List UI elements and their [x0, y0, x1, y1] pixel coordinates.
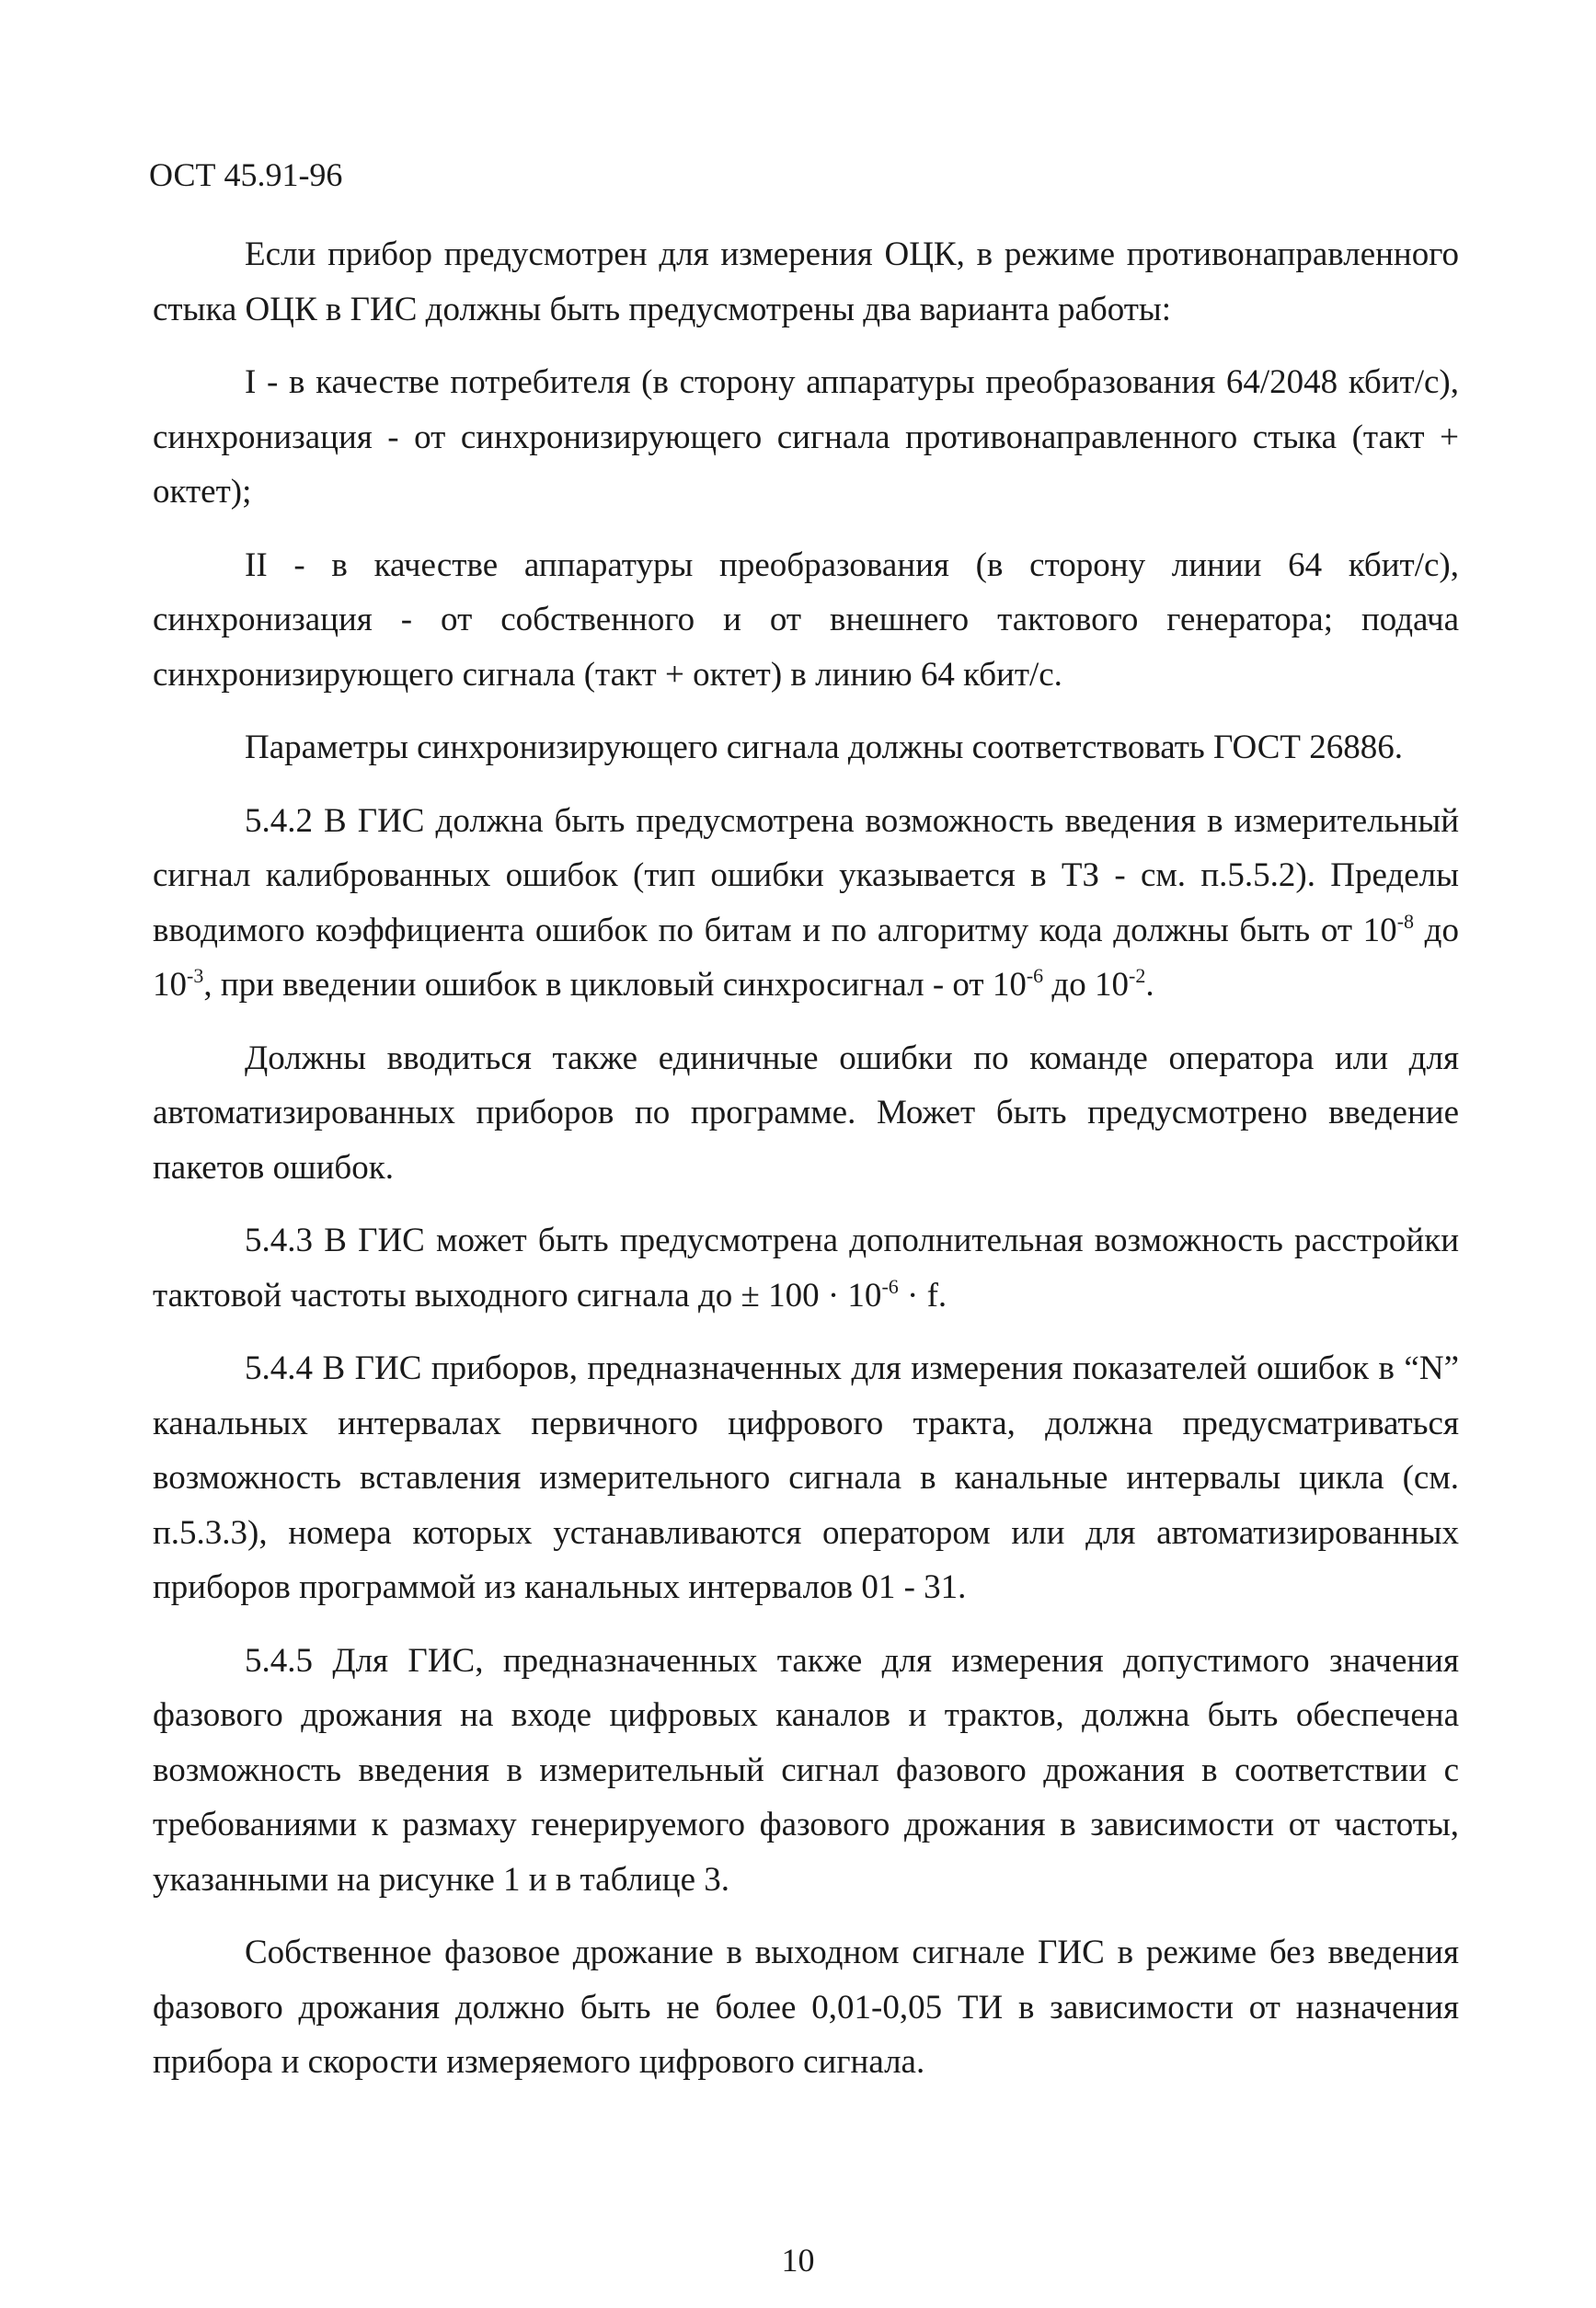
- document-header-code: ОСТ 45.91-96: [149, 156, 343, 193]
- exponent: -3: [187, 964, 204, 987]
- paragraph-variant-2: II - в качестве аппаратуры преобразования (в сторону линии 64 кбит/с), синхронизация - от собственного и от внешнего тактового генератора; подача синхронизирующего сигнала (такт + октет) в линию 64 кбит/с.: [153, 545, 1459, 694]
- document-body: [153, 227, 1459, 2090]
- paragraph-5-4-2-text-e: .: [1145, 966, 1154, 1004]
- paragraph-5-4-2-text-c: , при введении ошибок в цикловый синхросигнал - от 10: [203, 966, 1027, 1004]
- paragraph-5-4-2-text-d: до 10: [1043, 966, 1129, 1004]
- paragraph-5-4-2-text-b: до 10: [153, 911, 1460, 1004]
- paragraph-ock-intro: Если прибор предусмотрен для измерения ОЦК, в режиме противонаправленного стыка ОЦК в ГИС должны быть предусмотрены два варианта работы:: [153, 235, 1459, 328]
- paragraph-single-errors: Должны вводиться также единичные ошибки по команде оператора или для автоматизированных приборов по программе. Может быть предусмотрено введение пакетов ошибок.: [153, 1039, 1459, 1187]
- paragraph-variant-1: I - в качестве потребителя (в сторону аппаратуры преобразования 64/2048 кбит/с), синхронизация - от синхронизирующего сигнала противонаправленного стыка (такт + октет);: [153, 363, 1459, 511]
- paragraph-intrinsic-jitter: Собственное фазовое дрожание в выходном сигнале ГИС в режиме без введения фазового дрожания должно быть не более 0,01-0,05 ТИ в зависимости от назначения прибора и скорости измеряемого цифрового сигнала.: [153, 1934, 1459, 2081]
- paragraph-5-4-4: 5.4.4 В ГИС приборов, предназначенных для измерения показателей ошибок в “N” канальных интервалах первичного цифрового тракта, должна предусматриваться возможность вставления измерительного сигнала в канальные интервалы цикла (см. п.5.3.3), номера которых устанавливаются оператором или для автоматизированных приборов программой из канальных интервалов 01 - 31.: [153, 1349, 1459, 1606]
- paragraph-sync-params: Параметры синхронизирующего сигнала должны соответствовать ГОСТ 26886.: [245, 729, 1403, 766]
- page-number: 10: [781, 2242, 815, 2279]
- exponent: -6: [881, 1274, 899, 1298]
- exponent: -6: [1026, 964, 1044, 987]
- paragraph-5-4-2: [153, 794, 1459, 1013]
- paragraph-5-4-3: [153, 1213, 1459, 1323]
- paragraph-5-4-3-text-a: 5.4.3 В ГИС может быть предусмотрена дополнительная возможность расстройки тактовой частоты выходного сигнала до ± 100 · 10: [153, 1222, 1459, 1315]
- paragraph-5-4-3-text-b: · f.: [898, 1276, 947, 1315]
- paragraph-5-4-5: 5.4.5 Для ГИС, предназначенных также для измерения допустимого значения фазового дрожания на входе цифровых каналов и трактов, должна быть обеспечена возможность введения в измерительный сигнал фазового дрожания в соответствии с требованиями к размаху генерируемого фазового дрожания в зависимости от частоты, указанными на рисунке 1 и в таблице 3.: [153, 1641, 1459, 1899]
- exponent: -8: [1396, 909, 1415, 933]
- exponent: -2: [1129, 964, 1146, 987]
- paragraph-5-4-2-text-a: 5.4.2 В ГИС должна быть предусмотрена возможность введения в измерительный сигнал калиброванных ошибок (тип ошибки указывается в ТЗ - см. п.5.5.2). Пределы вводимого коэффициента ошибок по битам и по алгоритму кода должны быть от 10: [153, 801, 1459, 949]
